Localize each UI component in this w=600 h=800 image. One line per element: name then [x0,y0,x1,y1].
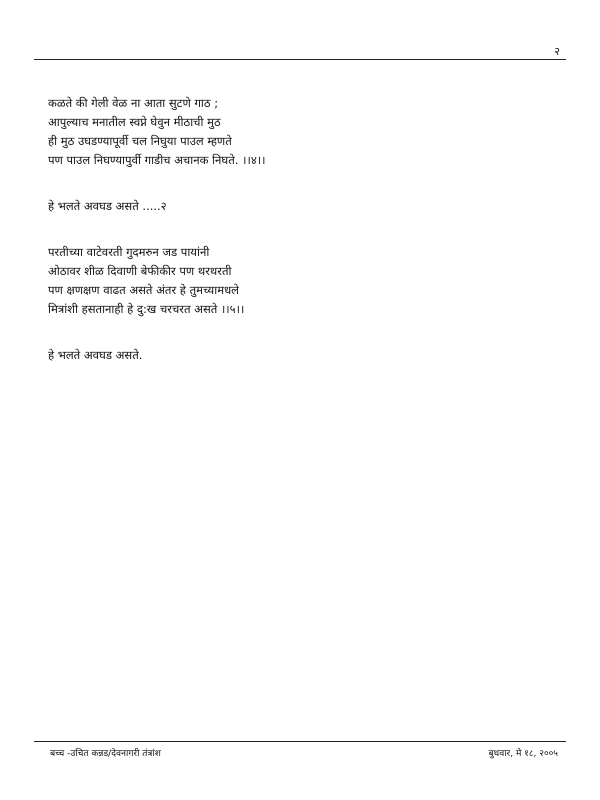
refrain-line: हे भलते अवघड असते .....२ [48,199,167,213]
poem-line: आपुल्याच मनातील स्वप्ने घेवुन मीठाची मुठ [48,115,221,129]
poem-line: ओठावर शीळ दिवाणी बेफीकीर पण थरथरती [48,264,232,278]
poem-line: पण पाउल निघण्यापुर्वी गाडीच अचानक निघते. ।।४।। [48,153,266,167]
footer-divider [34,741,566,742]
poem-line: मित्रांशी हसतानाही हे दु:ख चरचरत असते ।।५।। [48,302,245,316]
poem-body [48,94,558,392]
stanza-5 [48,243,558,319]
poem-line: पण क्षणक्षण वाढत असते अंतर हे तुमच्यामधले [48,283,239,297]
footer-date: बुधवार, मे १८, २००५ [488,749,558,759]
refrain-line: हे भलते अवघड असते. [48,348,143,362]
poem-line: ही मुठ उघडण्यापूर्वी चल निघुया पाउल म्हणते [48,134,232,148]
poem-line: कळते की गेली वेळ ना आता सुटणे गाठ ; [48,96,219,110]
poem-line: परतीच्या वाटेवरती गुदमरुन जड पायांनी [48,245,210,259]
header-divider [34,59,566,60]
footer-credit: बच्च -उचित कन्नड/देवनागरी तंत्रांश [50,749,161,759]
page-number: २ [554,45,560,58]
stanza-4 [48,94,558,170]
